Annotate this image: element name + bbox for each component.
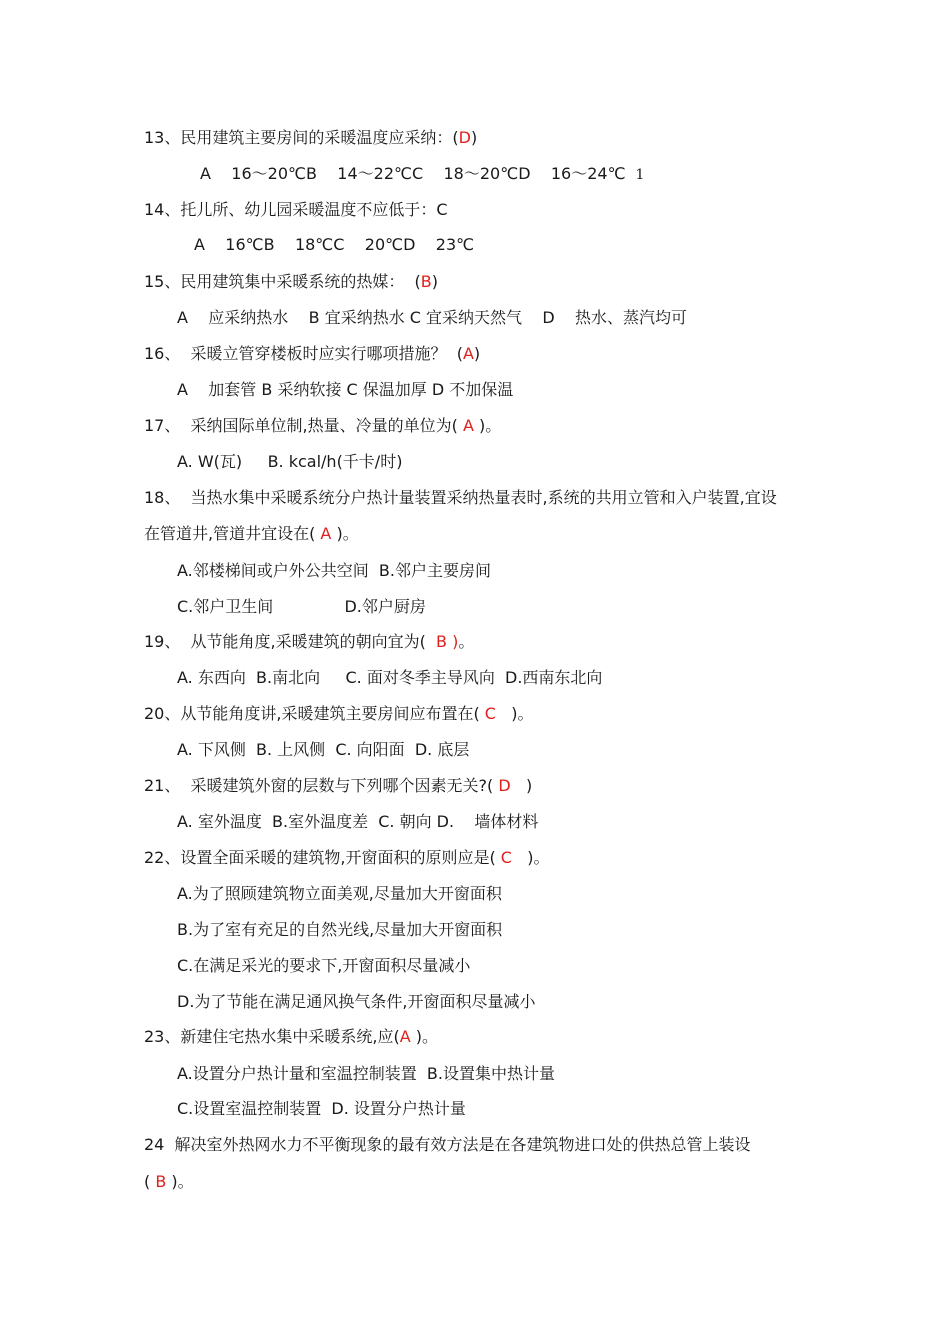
question-15-options: A 应采纳热水 B 宜采纳热水 C 宜采纳天然气 D 热水、蒸汽均可 — [177, 308, 688, 327]
question-19-stem: 19、 从节能角度,采暖建筑的朝向宜为( B )。 — [144, 632, 475, 651]
question-13-answer: D — [458, 128, 471, 147]
question-22-option-c: C.在满足采光的要求下,开窗面积尽量减小 — [177, 956, 471, 975]
question-13-options: A 16～20℃B 14～22℃C 18～20℃D 16～24℃ 1 — [200, 164, 645, 183]
question-21-options: A. 室外温度 B.室外温度差 C. 朝向 D. 墙体材料 — [177, 812, 539, 831]
question-18-answer: A — [320, 524, 332, 543]
question-17-answer: A — [462, 416, 474, 435]
question-15-stem: 15、民用建筑集中采暖系统的热媒： (B) — [144, 272, 439, 291]
question-18-options-cd: C.邻户卫生间 D.邻户厨房 — [177, 597, 426, 616]
question-22-stem: 22、设置全面采暖的建筑物,开窗面积的原则应是( C )。 — [144, 848, 550, 867]
question-24-stem-line1: 24 解决室外热网水力不平衡现象的最有效方法是在各建筑物进口处的供热总管上装设 — [144, 1135, 751, 1154]
question-19-answer: B ) — [436, 632, 459, 651]
question-16-options: A 加套管 B 采纳软接 C 保温加厚 D 不加保温 — [177, 380, 514, 399]
question-22-answer: C — [500, 848, 512, 867]
question-24-answer: B — [155, 1172, 167, 1191]
question-24-stem-line2: ( B )。 — [144, 1172, 194, 1191]
question-18-options-ab: A.邻楼梯间或户外公共空间 B.邻户主要房间 — [177, 561, 491, 580]
question-21-stem: 21、 采暖建筑外窗的层数与下列哪个因素无关?( D ) — [144, 776, 533, 795]
page-number-mark: 1 — [635, 167, 645, 183]
question-16-answer: A — [462, 344, 474, 363]
question-14-options: A 16℃B 18℃C 20℃D 23℃ — [194, 235, 475, 254]
question-13-stem: 13、民用建筑主要房间的采暖温度应采纳：(D) — [144, 128, 478, 147]
question-18-stem-line1: 18、 当热水集中采暖系统分户热计量装置采纳热量表时,系统的共用立管和入户装置,宜设 — [144, 488, 777, 507]
question-22-option-b: B.为了室有充足的自然光线,尽量加大开窗面积 — [177, 920, 503, 939]
question-19-options: A. 东西向 B.南北向 C. 面对冬季主导风向 D.西南东北向 — [177, 668, 603, 687]
question-22-option-a: A.为了照顾建筑物立面美观,尽量加大开窗面积 — [177, 884, 502, 903]
question-16-stem: 16、 采暖立管穿楼板时应实行哪项措施？ (A) — [144, 344, 481, 363]
question-23-options-ab: A.设置分户热计量和室温控制装置 B.设置集中热计量 — [177, 1064, 555, 1083]
question-18-stem-line2: 在管道井,管道井宜设在( A )。 — [144, 524, 359, 543]
question-23-stem: 23、新建住宅热水集中采暖系统,应(A )。 — [144, 1027, 438, 1046]
question-17-options: A. W(瓦) B. kcal/h(千卡/时) — [177, 452, 403, 471]
question-14-stem: 14、托儿所、幼儿园采暖温度不应低于：C — [144, 200, 448, 219]
question-21-answer: D — [498, 776, 511, 795]
question-23-answer: A — [399, 1027, 411, 1046]
question-17-stem: 17、 采纳国际单位制,热量、冷量的单位为( A )。 — [144, 416, 502, 435]
question-20-options: A. 下风侧 B. 上风侧 C. 向阳面 D. 底层 — [177, 740, 470, 759]
question-20-stem: 20、从节能角度讲,采暖建筑主要房间应布置在( C )。 — [144, 704, 534, 723]
question-20-answer: C — [484, 704, 496, 723]
question-22-option-d: D.为了节能在满足通风换气条件,开窗面积尽量减小 — [177, 992, 536, 1011]
question-15-answer: B — [420, 272, 432, 291]
question-23-options-cd: C.设置室温控制装置 D. 设置分户热计量 — [177, 1099, 466, 1118]
